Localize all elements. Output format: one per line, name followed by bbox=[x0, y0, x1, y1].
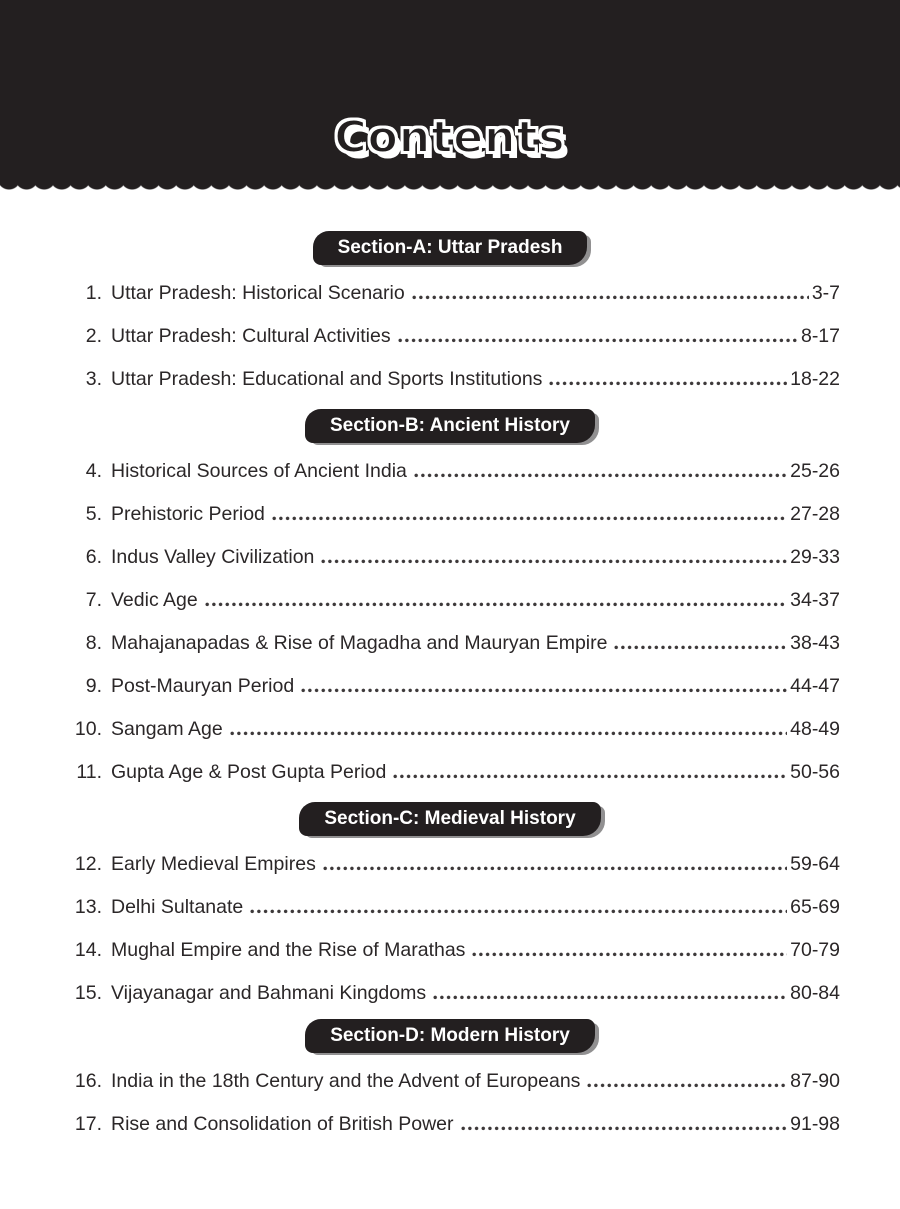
entry-title: Mughal Empire and the Rise of Marathas bbox=[111, 939, 466, 961]
toc-entry bbox=[60, 894, 840, 918]
dot-leader-icon bbox=[321, 559, 787, 564]
dot-leader-icon bbox=[412, 295, 809, 300]
entry-number: 10. bbox=[74, 718, 102, 740]
toc-entry bbox=[60, 759, 840, 783]
toc-entry bbox=[60, 1111, 840, 1135]
entry-title: Uttar Pradesh: Historical Scenario bbox=[111, 282, 405, 304]
dot-leader-icon bbox=[461, 1126, 788, 1131]
entry-page-range: 34-37 bbox=[790, 589, 840, 611]
entry-page-range: 50-56 bbox=[790, 761, 840, 783]
entry-number: 16. bbox=[74, 1070, 102, 1092]
entry-page-range: 48-49 bbox=[790, 718, 840, 740]
section-badge-row bbox=[60, 231, 840, 265]
toc-section bbox=[60, 802, 840, 1004]
dot-leader-icon bbox=[587, 1083, 787, 1088]
entry-number: 13. bbox=[74, 896, 102, 918]
entry-title: Early Medieval Empires bbox=[111, 853, 316, 875]
entry-page-range: 65-69 bbox=[790, 896, 840, 918]
entry-title: Prehistoric Period bbox=[111, 503, 265, 525]
section-entries bbox=[60, 1068, 840, 1135]
entry-number: 7. bbox=[85, 589, 102, 611]
dot-leader-icon bbox=[433, 995, 787, 1000]
toc-entry bbox=[60, 366, 840, 390]
toc-entry bbox=[60, 501, 840, 525]
toc-entry bbox=[60, 544, 840, 568]
entry-page-range: 44-47 bbox=[790, 675, 840, 697]
section-badge: Section-B: Ancient History bbox=[305, 409, 595, 443]
toc-entry bbox=[60, 851, 840, 875]
section-entries bbox=[60, 458, 840, 783]
entry-number: 9. bbox=[85, 675, 102, 697]
toc-entry bbox=[60, 630, 840, 654]
entry-title: Rise and Consolidation of British Power bbox=[111, 1113, 454, 1135]
entry-page-range: 87-90 bbox=[790, 1070, 840, 1092]
section-entries bbox=[60, 280, 840, 390]
entry-title: Indus Valley Civilization bbox=[111, 546, 315, 568]
section-badge: Section-C: Medieval History bbox=[299, 802, 600, 836]
entry-number: 2. bbox=[85, 325, 102, 347]
toc-entry bbox=[60, 458, 840, 482]
toc-section bbox=[60, 409, 840, 783]
dot-leader-icon bbox=[205, 602, 787, 607]
entry-page-range: 25-26 bbox=[790, 460, 840, 482]
entry-title: Mahajanapadas & Rise of Magadha and Mauryan Empire bbox=[111, 632, 608, 654]
section-badge-row bbox=[60, 409, 840, 443]
entry-title: Gupta Age & Post Gupta Period bbox=[111, 761, 387, 783]
entry-number: 12. bbox=[74, 853, 102, 875]
table-of-contents bbox=[0, 195, 900, 1135]
dot-leader-icon bbox=[472, 952, 787, 957]
entry-page-range: 38-43 bbox=[790, 632, 840, 654]
entry-page-range: 3-7 bbox=[811, 282, 840, 304]
scallop-edge-decoration bbox=[0, 183, 900, 195]
dot-leader-icon bbox=[398, 338, 798, 343]
entry-title: Post-Mauryan Period bbox=[111, 675, 295, 697]
page-title: Contents bbox=[334, 112, 566, 163]
dot-leader-icon bbox=[230, 731, 787, 736]
dot-leader-icon bbox=[614, 645, 787, 650]
entry-page-range: 27-28 bbox=[790, 503, 840, 525]
toc-entry bbox=[60, 587, 840, 611]
entry-title: India in the 18th Century and the Advent of Europeans bbox=[111, 1070, 581, 1092]
toc-entry bbox=[60, 937, 840, 961]
entry-number: 17. bbox=[74, 1113, 102, 1135]
entry-page-range: 8-17 bbox=[800, 325, 840, 347]
entry-number: 15. bbox=[74, 982, 102, 1004]
toc-entry bbox=[60, 716, 840, 740]
toc-entry bbox=[60, 1068, 840, 1092]
entry-number: 6. bbox=[85, 546, 102, 568]
toc-section bbox=[60, 1019, 840, 1135]
section-entries bbox=[60, 851, 840, 1004]
entry-number: 4. bbox=[85, 460, 102, 482]
section-badge-row bbox=[60, 1019, 840, 1053]
entry-number: 11. bbox=[76, 761, 102, 783]
entry-title: Uttar Pradesh: Cultural Activities bbox=[111, 325, 391, 347]
toc-entry bbox=[60, 673, 840, 697]
entry-number: 1. bbox=[85, 282, 102, 304]
entry-title: Delhi Sultanate bbox=[111, 896, 244, 918]
entry-number: 8. bbox=[85, 632, 102, 654]
entry-number: 5. bbox=[85, 503, 102, 525]
dot-leader-icon bbox=[549, 381, 787, 386]
entry-title: Vijayanagar and Bahmani Kingdoms bbox=[111, 982, 427, 1004]
toc-entry bbox=[60, 323, 840, 347]
section-badge-row bbox=[60, 802, 840, 836]
entry-page-range: 29-33 bbox=[790, 546, 840, 568]
entry-title: Historical Sources of Ancient India bbox=[111, 460, 407, 482]
dot-leader-icon bbox=[414, 473, 787, 478]
entry-title: Vedic Age bbox=[111, 589, 198, 611]
entry-page-range: 91-98 bbox=[790, 1113, 840, 1135]
entry-number: 14. bbox=[74, 939, 102, 961]
entry-number: 3. bbox=[85, 368, 102, 390]
toc-entry bbox=[60, 280, 840, 304]
dot-leader-icon bbox=[250, 909, 787, 914]
entry-page-range: 18-22 bbox=[790, 368, 840, 390]
entry-title: Uttar Pradesh: Educational and Sports Institutions bbox=[111, 368, 543, 390]
toc-section bbox=[60, 231, 840, 390]
dot-leader-icon bbox=[393, 774, 787, 779]
entry-title: Sangam Age bbox=[111, 718, 223, 740]
page-header bbox=[0, 0, 900, 183]
dot-leader-icon bbox=[301, 688, 787, 693]
dot-leader-icon bbox=[323, 866, 787, 871]
entry-page-range: 80-84 bbox=[790, 982, 840, 1004]
entry-page-range: 59-64 bbox=[790, 853, 840, 875]
section-badge: Section-D: Modern History bbox=[305, 1019, 595, 1053]
section-badge: Section-A: Uttar Pradesh bbox=[313, 231, 588, 265]
entry-page-range: 70-79 bbox=[790, 939, 840, 961]
toc-entry bbox=[60, 980, 840, 1004]
dot-leader-icon bbox=[272, 516, 787, 521]
